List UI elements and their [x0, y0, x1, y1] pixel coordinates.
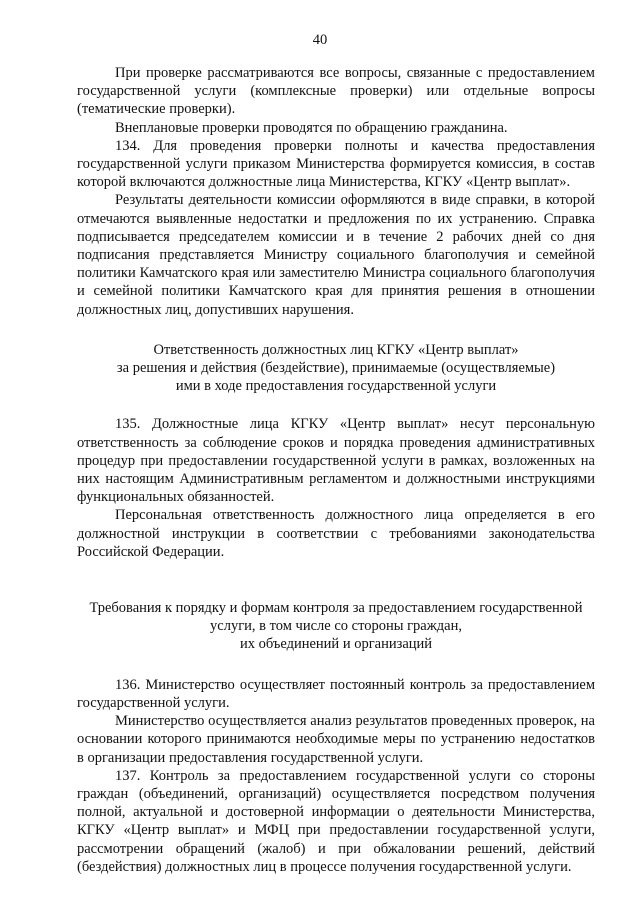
- paragraph-unscheduled-inspections: Внеплановые проверки проводятся по обращению гражданина.: [115, 119, 508, 136]
- spacer: [77, 395, 595, 415]
- section-heading-control-line-3: их объединений и организаций: [239, 636, 433, 653]
- paragraph-134-commission: 134. Для проведения проверки полноты и качества предоставления государственной услуги приказом Министерства формируется комиссия, в состав которой включаются должностные лица Министерства, КГКУ «Центр выплат».: [77, 137, 595, 191]
- page-number: 40: [312, 32, 328, 48]
- paragraph-ministry-analysis: Министерство осуществляется анализ результатов проведенных проверок, на основании которого принимаются необходимые меры по устранению недостатков в организации предоставления государственной услуги.: [77, 713, 595, 766]
- paragraph-commission-results: Результаты деятельности комиссии оформляются в виде справки, в которой отмечаются выявленные недостатки и предложения по их устранению. Справка подписывается председателем комиссии и в течение 2 рабочих дней со дня подписания представляется Министру социального благополучия и семейной политики Камчатского края или заместителю Министра социального благополучия и семейной политики Камчатского края для принятия решения в отношении должностных лиц, допустивших нарушения.: [77, 192, 595, 318]
- section-heading-responsibility-line-1: Ответственность должностных лиц КГКУ «Центр выплат»: [153, 341, 519, 358]
- section-heading-control-line-1: Требования к порядку и формам контроля за предоставлением государственной: [89, 600, 583, 617]
- section-heading-responsibility-line-3: ими в ходе предоставления государственной услуги: [175, 378, 497, 395]
- spacer: [77, 654, 595, 676]
- paragraph-137-citizen-control: 137. Контроль за предоставлением государственной услуги со стороны граждан (объединений, организаций) осуществляется посредством получения полной, актуальной и достоверной информации о деятельности Министерства, КГКУ «Центр выплат» и МФЦ при предоставлении государственной услуги, рассмотрении обращений (жалоб) и при обжаловании решений, действий (бездействия) должностных лиц в процессе получения государственной услуги.: [77, 767, 595, 875]
- paragraph-personal-responsibility: Персональная ответственность должностного лица определяется в его должностной инструкции в соответствии с требованиями законодательства Российской Федерации.: [77, 507, 595, 560]
- paragraph-136-ministry-control: 136. Министерство осуществляет постоянный контроль за предоставлением государственной услуги.: [77, 676, 595, 711]
- section-heading-responsibility-line-2: за решения и действия (бездействие), принимаемые (осуществляемые): [116, 360, 556, 377]
- paragraph-135-responsibility: 135. Должностные лица КГКУ «Центр выплат» несут персональную ответственность за соблюдение сроков и порядка проведения административных процедур при предоставлении государственной услуги в рамках, возложенных на них настоящим Административным регламентом и должностными инструкциями функциональных обязанностей.: [77, 416, 595, 506]
- spacer: [77, 319, 595, 341]
- paragraph-inspection-scope: При проверке рассматриваются все вопросы, связанные с предоставлением государственной услуги (комплексные проверки) или отдельные вопросы (тематические проверки).: [77, 65, 595, 118]
- section-heading-control-line-2: услуги, в том числе со стороны граждан,: [210, 618, 462, 635]
- spacer: [77, 561, 595, 599]
- document-body: [77, 64, 595, 876]
